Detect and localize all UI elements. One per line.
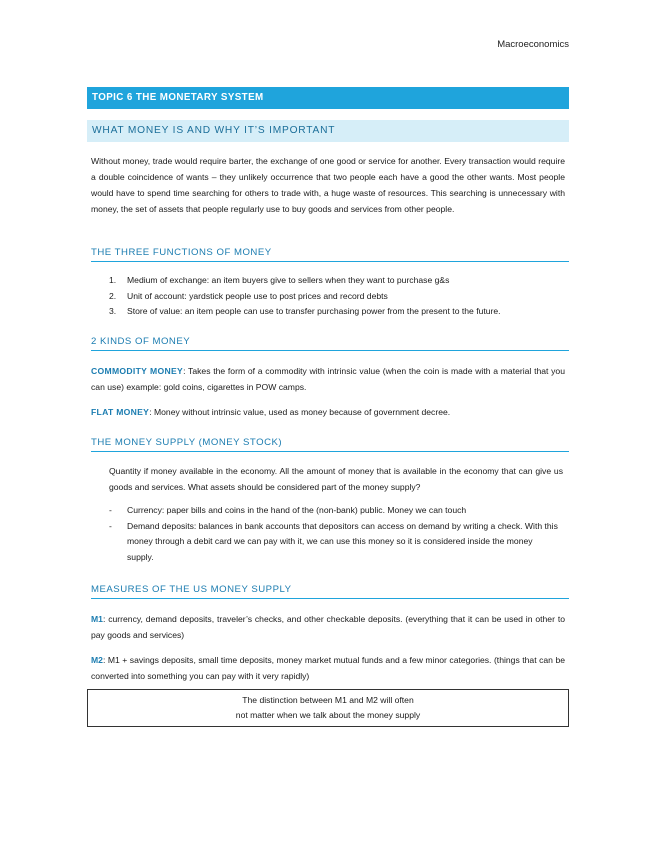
list-text: Demand deposits: balances in bank accounts that depositors can access on demand by writing a check. With this money through a debit card we can pay with it, we can use this money so it is considered inside the money supply. bbox=[127, 520, 558, 562]
functions-heading: THE THREE FUNCTIONS OF MONEY bbox=[91, 247, 569, 262]
commodity-money-term: COMMODITY MONEY bbox=[91, 366, 184, 376]
dash-bullet: - bbox=[109, 505, 112, 515]
functions-list bbox=[109, 273, 501, 320]
m2-term: M2 bbox=[91, 655, 103, 665]
list-text: Medium of exchange: an item buyers give to sellers when they want to purchase g&s bbox=[127, 275, 450, 285]
flat-money-text: : Money without intrinsic value, used as money because of government decree. bbox=[149, 407, 451, 417]
list-text: Currency: paper bills and coins in the hand of the (non-bank) public. Money we can touch bbox=[127, 505, 467, 515]
flat-money-paragraph bbox=[91, 404, 565, 420]
commodity-money-paragraph bbox=[91, 363, 565, 395]
money-supply-intro: Quantity if money available in the economy. All the amount of money that is available in the economy that can give us goods and services. What assets should be considered part of the money supply? bbox=[109, 466, 563, 492]
m2-text: : M1 + savings deposits, small time deposits, money market mutual funds and a few minor categories. (things that can be converted into something you can pay with it very rapidly) bbox=[91, 655, 565, 681]
m1-text: : currency, demand deposits, traveler’s checks, and other checkable deposits. (everything that it can be used in other to pay goods and services) bbox=[91, 614, 565, 640]
callout-box bbox=[87, 689, 569, 727]
flat-money-term: FLAT MONEY bbox=[91, 407, 150, 417]
callout-line-1: The distinction between M1 and M2 will often bbox=[242, 695, 414, 705]
m1-paragraph bbox=[91, 611, 565, 643]
list-number: 3. bbox=[109, 306, 117, 316]
list-number: 2. bbox=[109, 290, 117, 301]
callout-line-2: not matter when we talk about the money supply bbox=[235, 710, 421, 720]
measures-heading: MEASURES OF THE US MONEY SUPPLY bbox=[91, 584, 569, 599]
section-title: WHAT MONEY IS AND WHY IT’S IMPORTANT bbox=[87, 120, 569, 142]
list-text: Unit of account: yardstick people use to post prices and record debts bbox=[127, 290, 388, 301]
kinds-heading: 2 KINDS OF MONEY bbox=[91, 336, 569, 351]
m1-term: M1 bbox=[91, 614, 103, 624]
commodity-money-text: : Takes the form of a commodity with intrinsic value (when the coin is made with a material that you can use) example: gold coins, cigarettes in POW camps. bbox=[91, 366, 565, 392]
list-item bbox=[109, 273, 501, 289]
list-item bbox=[109, 503, 561, 519]
list-item bbox=[109, 289, 501, 305]
m2-paragraph bbox=[91, 652, 565, 684]
list-text: Store of value: an item people can use to transfer purchasing power from the present to the future. bbox=[127, 306, 501, 316]
running-header: Macroeconomics bbox=[497, 39, 569, 50]
topic-title: TOPIC 6 THE MONETARY SYSTEM bbox=[87, 87, 569, 109]
money-supply-heading: THE MONEY SUPPLY (MONEY STOCK) bbox=[91, 437, 569, 452]
list-item bbox=[109, 519, 561, 566]
list-number: 1. bbox=[109, 275, 117, 285]
money-supply-list bbox=[109, 503, 561, 565]
dash-bullet: - bbox=[109, 520, 112, 531]
list-item bbox=[109, 304, 501, 320]
intro-paragraph: Without money, trade would require barter, the exchange of one good or service for another. Every transaction would require a double coincidence of wants – they unlikely occurrence that two people each have a good the other wants. Most people would have to spend time searching for others to trade with, a huge waste of resources. This searching is unnecessary with money, the set of assets that people regularly use to buy goods and services from other people. bbox=[91, 156, 565, 214]
